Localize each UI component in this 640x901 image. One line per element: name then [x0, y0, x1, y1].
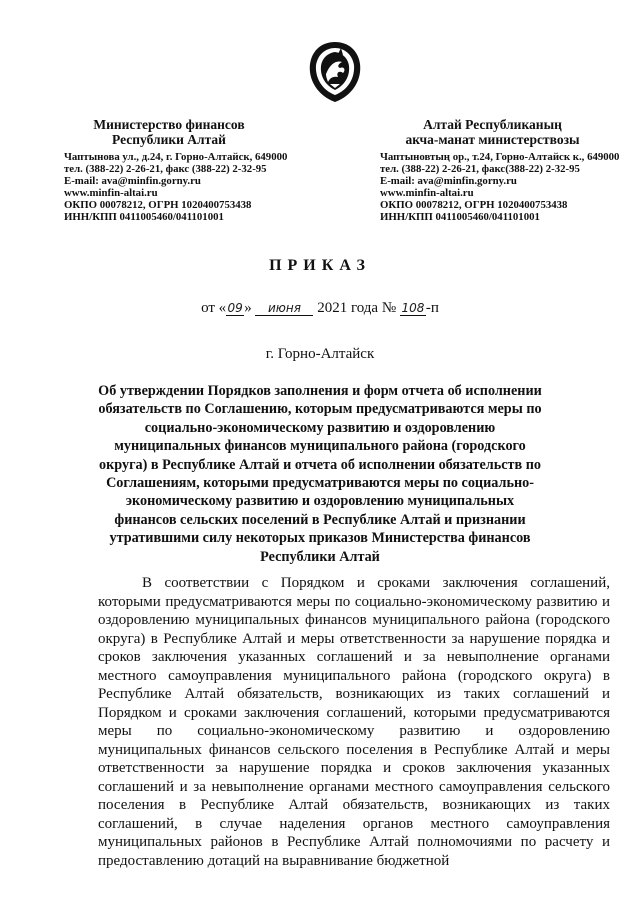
document-title: ПРИКАЗ — [269, 257, 371, 274]
order-day-handwritten: 09 — [227, 301, 243, 315]
order-body-text: В соответствии с Порядком и сроками заключения соглашений, которыми предусматриваются меры по социально-экономическому развитию и оздоровлению муниципальных финансов муниципального района (городского округа) в Республике Алтай и меры ответственности за нарушение порядка и сроков заключения указанных соглашений и за невыполнение органами местного самоуправления муниципального района (городского округа) в Республике Алтай обязательств, возникающих из таких соглашений и Порядком и сроками заключения соглашений, которыми предусматриваются меры по социально-экономическому развитию и оздоровлению муниципальных финансов сельского поселения в Республике Алтай и меры ответственности за нарушение порядка и сроков заключения указанных соглашений и за невыполнение органами местного самоуправления сельского поселения в Республике Алтай обязательств, возникающих из таких соглашений, в случае наделения органов местного самоуправления муниципальных районов в Республике Алтай полномочиями по расчету и предоставлению дотаций на выравнивание бюджетной — [98, 575, 610, 869]
coat-of-arms-emblem — [308, 40, 362, 104]
ministry-header-russian — [64, 117, 287, 223]
order-month-handwritten: июня — [255, 301, 313, 316]
ministry-name-russian: Министерство финансов Республики Алтай — [93, 117, 245, 147]
ministry-address-altai: Чаптыновтың ор., т.24, Горно-Алтайск к., 649000 тел. (388-22) 2-26-21, факс(388-22) 2-32-95 E-mail: ava@minfin.gorny.ru www.minfin-altai.ru ОКПО 00078212, ОГРН 1020400753438 ИНН/КПП 0411005460/041101001 — [380, 151, 620, 223]
ministry-name-altai: Алтай Республиканың акча-манат министерствозы — [405, 117, 580, 147]
order-subject: Об утверждении Порядков заполнения и форм отчета об исполнении обязательств по Соглашению, которым предусматриваются меры по социально-экономическому развитию и оздоровлению муниципальных финансов муниципального района (городского округа) в Республике Алтай и отчета об исполнении обязательств по Соглашениям, которыми предусматриваются меры по социально-экономическому развитию и оздоровлению муниципальных финансов сельских поселений в Республике Алтай и признании утратившими силу некоторых приказов Министерства финансов Республики Алтай — [98, 383, 542, 565]
order-number-handwritten: 108 — [401, 301, 425, 315]
order-date-line: от «09» июня 2021 года № 108 -п — [201, 300, 439, 316]
ministry-address-russian: Чаптынова ул., д.24, г. Горно-Алтайск, 649000 тел. (388-22) 2-26-21, факс (388-22) 2-32-95 E-mail: ava@minfin.gorny.ru www.minfin-altai.ru ОКПО 00078212, ОГРН 1020400753438 ИНН/КПП 0411005460/041101001 — [64, 151, 288, 223]
city-line: г. Горно-Алтайск — [265, 346, 375, 362]
ministry-header-altai — [380, 117, 619, 223]
